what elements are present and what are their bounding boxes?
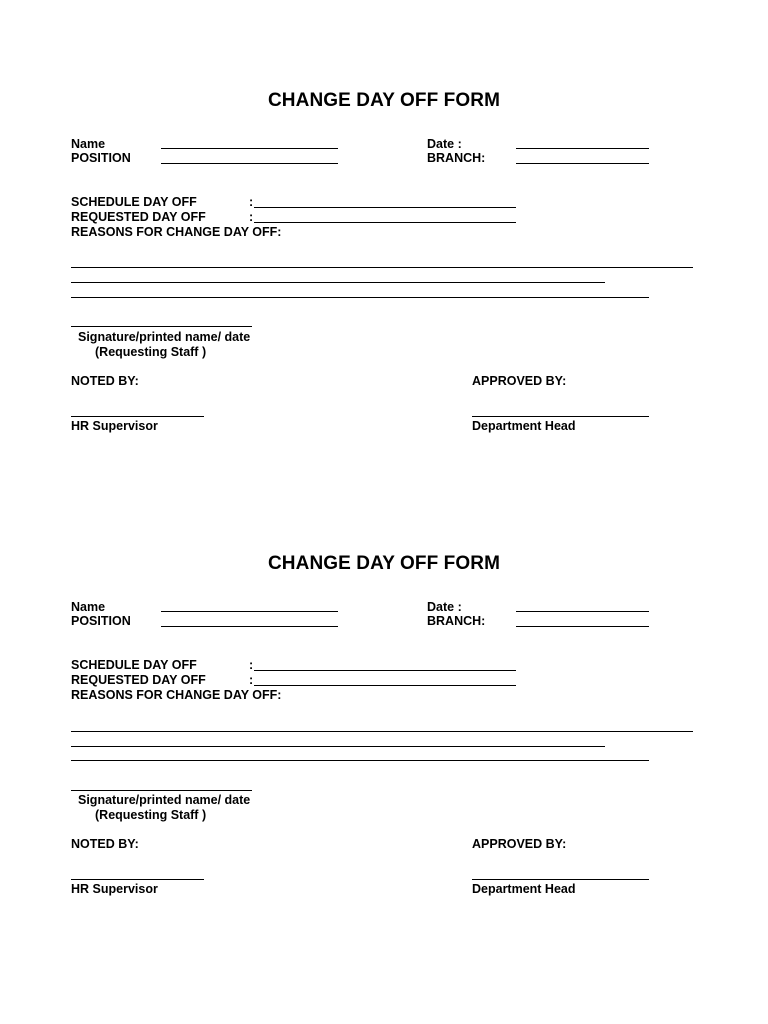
change-day-off-form-2 <box>0 463 768 903</box>
department-head-label: Department Head <box>472 419 576 433</box>
date-field[interactable] <box>516 611 649 612</box>
name-field[interactable] <box>161 611 338 612</box>
reasons-label: REASONS FOR CHANGE DAY OFF: <box>71 225 282 239</box>
reason-line-3[interactable] <box>71 297 649 298</box>
requested-colon: : <box>249 673 254 687</box>
position-field[interactable] <box>161 163 338 164</box>
signature-line[interactable] <box>71 326 252 327</box>
reason-line-2[interactable] <box>71 746 605 747</box>
form-title: CHANGE DAY OFF FORM <box>267 90 501 111</box>
schedule-day-off-field[interactable] <box>254 670 516 671</box>
requested-day-off-field[interactable] <box>254 685 516 686</box>
date-label: Date : <box>427 137 462 151</box>
name-label: Name <box>71 600 106 614</box>
reason-line-1[interactable] <box>71 731 693 732</box>
name-field[interactable] <box>161 148 338 149</box>
position-label: POSITION <box>71 614 131 628</box>
hr-supervisor-signature-line[interactable] <box>71 416 204 417</box>
hr-supervisor-signature-line[interactable] <box>71 879 204 880</box>
date-label: Date : <box>427 600 462 614</box>
schedule-day-off-field[interactable] <box>254 207 516 208</box>
form-title: CHANGE DAY OFF FORM <box>267 553 501 574</box>
change-day-off-form-1 <box>0 0 768 440</box>
schedule-day-off-label: SCHEDULE DAY OFF <box>71 195 197 209</box>
noted-by-label: NOTED BY: <box>71 374 139 388</box>
requested-day-off-label: REQUESTED DAY OFF <box>71 210 206 224</box>
signature-line[interactable] <box>71 790 252 791</box>
requested-colon: : <box>249 210 254 224</box>
signature-label: Signature/printed name/ date <box>78 330 251 344</box>
reason-line-3[interactable] <box>71 760 649 761</box>
reasons-label: REASONS FOR CHANGE DAY OFF: <box>71 688 282 702</box>
requested-day-off-field[interactable] <box>254 222 516 223</box>
approved-by-label: APPROVED BY: <box>472 837 567 851</box>
branch-field[interactable] <box>516 163 649 164</box>
department-head-signature-line[interactable] <box>472 879 649 880</box>
schedule-colon: : <box>249 195 254 209</box>
branch-label: BRANCH: <box>427 614 486 628</box>
signature-label: Signature/printed name/ date <box>78 793 251 807</box>
date-field[interactable] <box>516 148 649 149</box>
approved-by-label: APPROVED BY: <box>472 374 567 388</box>
noted-by-label: NOTED BY: <box>71 837 139 851</box>
reason-line-1[interactable] <box>71 267 693 268</box>
name-label: Name <box>71 137 106 151</box>
requesting-staff-label: (Requesting Staff ) <box>95 808 207 822</box>
schedule-day-off-label: SCHEDULE DAY OFF <box>71 658 197 672</box>
reason-line-2[interactable] <box>71 282 605 283</box>
department-head-label: Department Head <box>472 882 576 896</box>
position-label: POSITION <box>71 151 131 165</box>
branch-label: BRANCH: <box>427 151 486 165</box>
department-head-signature-line[interactable] <box>472 416 649 417</box>
schedule-colon: : <box>249 658 254 672</box>
hr-supervisor-label: HR Supervisor <box>71 882 158 896</box>
requesting-staff-label: (Requesting Staff ) <box>95 345 207 359</box>
position-field[interactable] <box>161 626 338 627</box>
branch-field[interactable] <box>516 626 649 627</box>
hr-supervisor-label: HR Supervisor <box>71 419 158 433</box>
requested-day-off-label: REQUESTED DAY OFF <box>71 673 206 687</box>
